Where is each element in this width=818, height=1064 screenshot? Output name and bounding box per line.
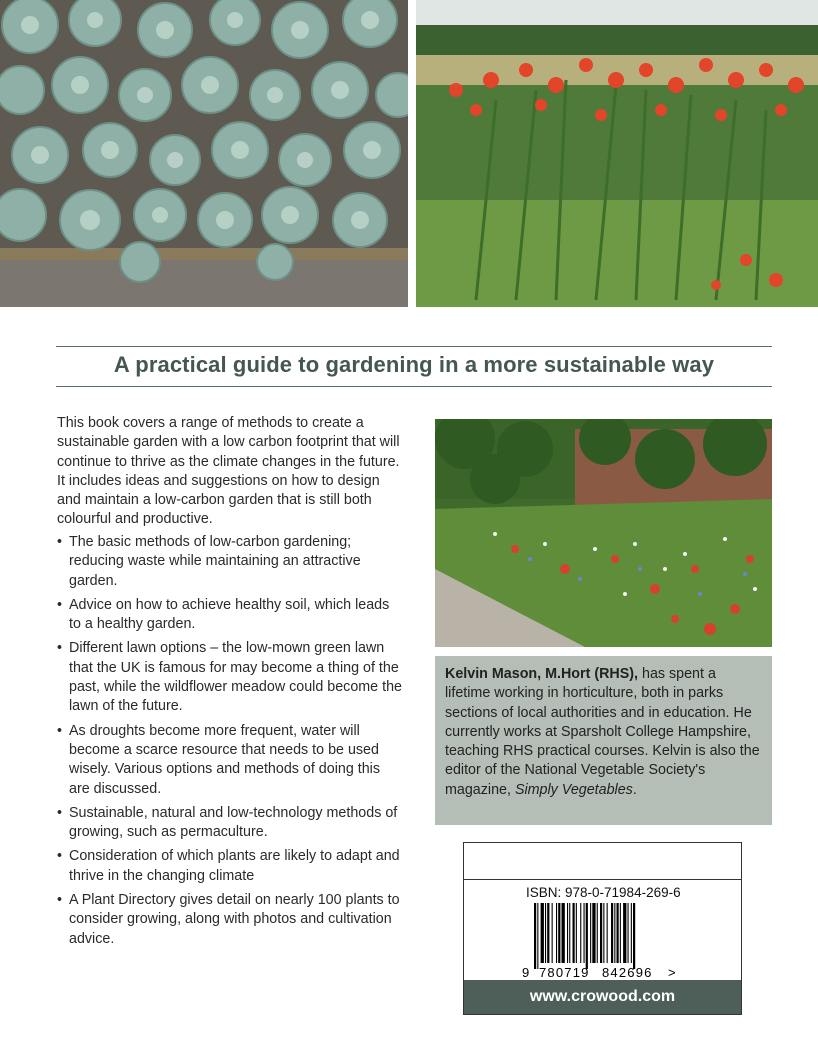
tagline-top-rule — [56, 346, 772, 347]
tagline-heading: A practical guide to gardening in a more sustainable way — [113, 352, 715, 377]
barcode-bar — [537, 903, 538, 969]
barcode-bar — [614, 903, 615, 963]
list-item-text: Sustainable, natural and low-technology methods of growing, such as permaculture. — [69, 804, 398, 841]
barcode-bar — [584, 903, 585, 963]
barcode-bar — [545, 903, 546, 963]
list-item-text: A Plant Directory gives detail on nearly 100 plants to consider growing, along with photos and cultivation advice. — [69, 892, 400, 947]
bullet-icon: • — [57, 640, 63, 657]
barcode-bar — [633, 903, 635, 969]
barcode-bar — [567, 903, 568, 963]
barcode-bar — [617, 903, 619, 963]
barcode-bar — [592, 903, 595, 963]
list-item-text: The basic methods of low-carbon gardening; reducing waste while maintaining an attractive garden. — [69, 534, 361, 589]
list-item — [57, 533, 402, 591]
price-area — [464, 843, 741, 880]
barcode-bar — [586, 903, 588, 969]
list-item-text: Advice on how to achieve healthy soil, which leads to a healthy garden. — [69, 596, 390, 633]
barcode-bar — [623, 903, 626, 963]
barcode-bar — [580, 903, 581, 963]
barcode-bar — [603, 903, 604, 963]
author-bio-text: has spent a lifetime working in horticulture, both in parks sections of local authorities and in education. He currently works at Sparsholt College Hampshire, teaching RHS practical courses. Kelvin is also the editor of the National Vegetable Society's magazine, — [445, 666, 760, 798]
author-bio-end: . — [632, 781, 637, 798]
barcode-bar — [597, 903, 598, 963]
barcode-bar — [562, 903, 565, 963]
list-item-text: Different lawn options – the low-mown green lawn that the UK is famous for may become a thing of the past, while the wildflower meadow could become the lawn of the future. — [69, 640, 402, 715]
succulents-photo — [0, 0, 408, 307]
barcode-bar — [576, 903, 577, 963]
bullet-icon: • — [57, 722, 63, 739]
author-name: Kelvin Mason, M.Hort (RHS), — [445, 666, 639, 682]
crocosmia-photo — [416, 0, 818, 307]
magazine-title: Simply Vegetables — [514, 781, 633, 798]
list-item — [57, 804, 402, 843]
barcode-bar — [547, 903, 549, 963]
list-item — [57, 722, 402, 799]
bullet-icon: • — [57, 892, 63, 909]
intro-paragraph: This book covers a range of methods to create a sustainable garden with a low carbon footprint that will continue to thrive as the climate changes in the future. It includes ideas and suggestions on how to design and maintain a low-carbon garden that is still both colourful and productive. — [57, 415, 400, 528]
barcode-digits-left: 780719 — [539, 965, 590, 979]
barcode — [522, 903, 682, 979]
barcode-bar — [631, 903, 632, 963]
barcode-bar — [558, 903, 560, 963]
barcode-bar — [541, 903, 544, 963]
barcode-bar — [611, 903, 613, 963]
meadow-photo — [435, 419, 772, 647]
barcode-bar — [628, 903, 629, 963]
bullet-icon: • — [57, 534, 63, 550]
barcode-bar — [552, 903, 553, 963]
isbn-label: ISBN: 978-0-71984-269-6 — [526, 885, 681, 900]
author-bio — [435, 656, 772, 825]
list-item — [57, 891, 402, 949]
bullet-icon: • — [57, 596, 63, 613]
barcode-bar — [534, 903, 536, 969]
bullet-icon: • — [57, 848, 63, 865]
bullet-icon: • — [57, 804, 63, 821]
list-item — [57, 639, 402, 716]
barcode-digits-right: 842696 — [602, 965, 653, 979]
barcode-bar — [600, 903, 602, 963]
list-item — [57, 847, 402, 886]
barcode-bar — [590, 903, 591, 963]
list-item-text: As droughts become more frequent, water will become a scarce resource that needs to be used wisely. Various options and methods of doing this are discussed. — [69, 722, 380, 797]
barcode-bar — [573, 903, 575, 963]
feature-list — [57, 533, 402, 954]
list-item-text: Consideration of which plants are likely to adapt and thrive in the changing climate — [69, 848, 400, 884]
barcode-lead-digit: 9 — [522, 965, 530, 979]
website-link[interactable]: www.crowood.com — [464, 980, 741, 1014]
tagline-bottom-rule — [56, 386, 772, 387]
barcode-panel — [463, 842, 742, 1015]
list-item — [57, 596, 402, 635]
barcode-bar — [569, 903, 570, 963]
barcode-bar — [556, 903, 557, 963]
barcode-bar — [607, 903, 608, 963]
barcode-end-mark: > — [668, 965, 676, 979]
barcode-bar — [620, 903, 621, 963]
